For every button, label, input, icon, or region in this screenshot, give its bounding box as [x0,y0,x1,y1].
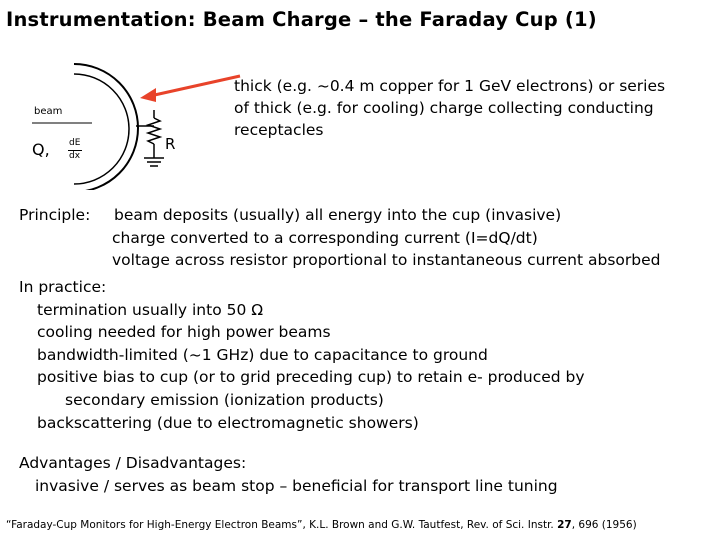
practice-line: positive bias to cup (or to grid preceding cup) to retain e- produced by [37,368,585,387]
pointer-arrow-head [140,88,156,102]
dedx-numerator: dE [69,138,81,148]
cup-inner-arc [74,74,129,184]
slide-title: Instrumentation: Beam Charge – the Faraday Cup (1) [6,8,597,31]
practice-section [19,276,585,434]
reference-pages-year: , 696 (1956) [571,519,637,531]
reference-citation [6,519,637,531]
principle-line: charge converted to a corresponding current (I=dQ/dt) [112,228,538,247]
reference-text: “Faraday-Cup Monitors for High-Energy Electron Beams”, K.L. Brown and G.W. Tautfest, Rev. of Sci. Instr. [6,519,558,531]
practice-line: backscattering (due to electromagnetic showers) [37,413,419,432]
advantages-section [19,452,558,497]
advantages-heading: Advantages / Disadvantages: [19,454,247,472]
resistor-zigzag [148,118,160,144]
description-line: receptacles [234,121,324,139]
beam-label: beam [34,106,63,117]
practice-line: cooling needed for high power beams [37,323,331,342]
principle-line: voltage across resistor proportional to instantaneous current absorbed [112,251,661,270]
resistor-label: R [165,135,176,153]
pointer-arrow-line [150,76,240,96]
principle-label: Principle: [19,206,91,224]
practice-line: bandwidth-limited (~1 GHz) due to capacitance to ground [37,345,488,364]
description-line: of thick (e.g. for cooling) charge collecting conducting [234,99,654,117]
cup-description [234,75,665,141]
practice-line: secondary emission (ionization products) [65,390,384,409]
practice-line: termination usually into 50 Ω [37,300,264,319]
reference-volume: 27 [557,519,572,531]
description-line: thick (e.g. ~0.4 m copper for 1 GeV electrons) or series [234,77,666,95]
advantages-line: invasive / serves as beam stop – beneficial for transport line tuning [35,476,558,495]
charge-label: Q, [32,140,50,159]
practice-heading: In practice: [19,278,107,296]
dedx-denominator: dx [69,151,81,161]
principle-line: beam deposits (usually) all energy into the cup (invasive) [114,206,562,224]
faraday-cup-schematic [22,60,252,190]
faraday-cup-diagram [22,60,252,190]
principle-lines [112,204,660,272]
